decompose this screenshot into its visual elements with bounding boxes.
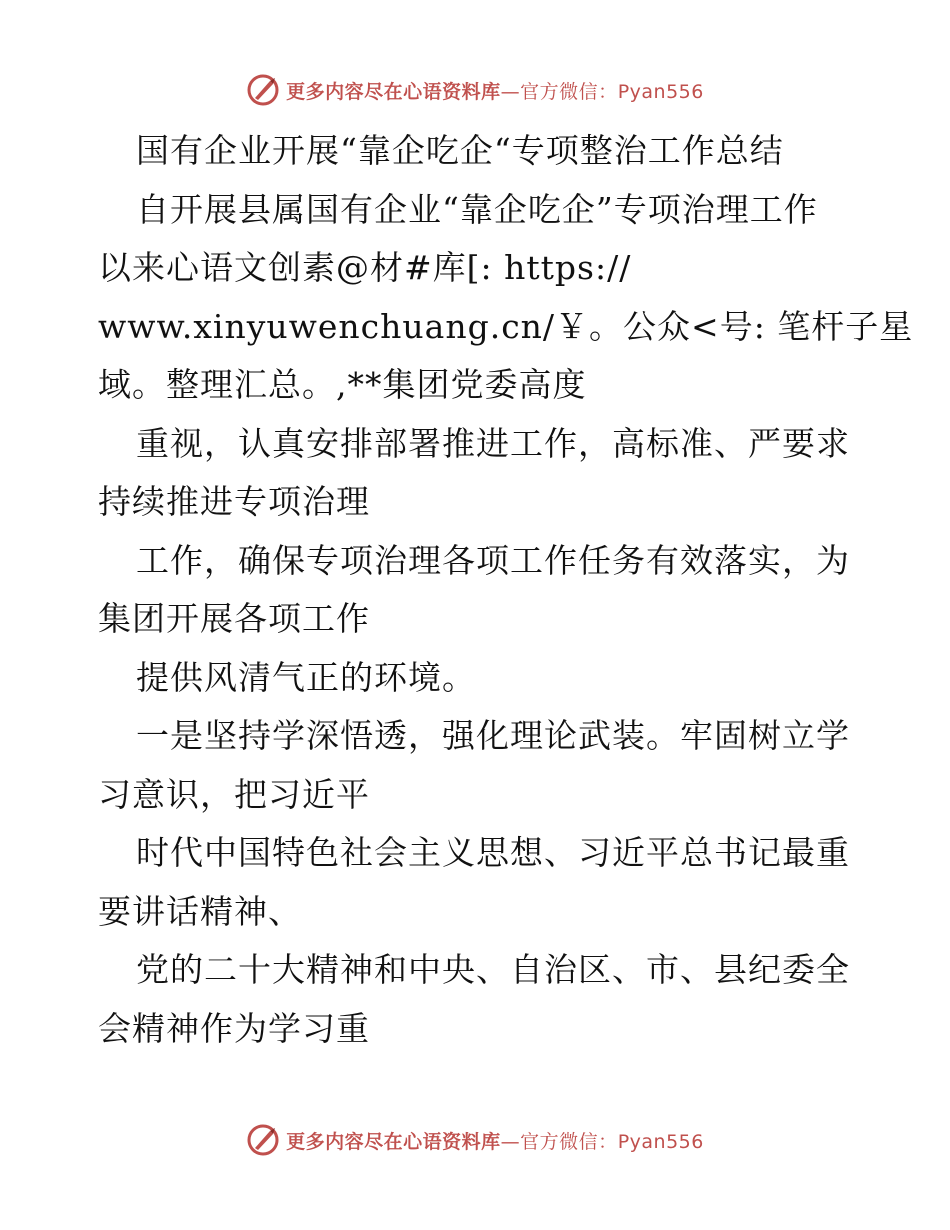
text-line: 习意识，把习近平	[98, 774, 370, 814]
text-line: 党的二十大精神和中央、自治区、市、县纪委全	[136, 950, 850, 989]
banner-title: 更多内容尽在心语资料库—官方微信：Pyan556	[286, 1130, 704, 1153]
text-line: 重视，认真安排部署推进工作，高标准、严要求	[136, 423, 850, 463]
text-line: 会精神作为学习重	[98, 1008, 370, 1048]
text-line: www.xinyuwenchuang.cn/￥。公众<号: 笔杆子星	[98, 306, 914, 346]
document-title: 国有企业开展“靠企吃企“专项整治工作总结	[136, 131, 784, 170]
footer-banner	[0, 1120, 950, 1160]
text-line: 提供风清气正的环境。	[136, 657, 476, 697]
document-body	[98, 122, 914, 1058]
text-line: 以来心语文创素@材#库[: https://	[98, 248, 632, 287]
text-line: 持续推进专项治理	[98, 482, 370, 521]
banner-title: 更多内容尽在心语资料库—官方微信：Pyan556	[286, 80, 704, 103]
quill-logo-icon	[246, 73, 280, 107]
text-line: 工作，确保专项治理各项工作任务有效落实，为	[136, 540, 850, 580]
header-banner	[0, 70, 950, 110]
text-line: 一是坚持学深悟透，强化理论武装。牢固树立学	[136, 716, 850, 755]
quill-logo-icon	[246, 1123, 280, 1157]
text-line: 集团开展各项工作	[98, 599, 370, 638]
text-line: 自开展县属国有企业“靠企吃企”专项治理工作	[136, 189, 818, 229]
text-line: 时代中国特色社会主义思想、习近平总书记最重	[136, 833, 850, 872]
text-line: 要讲话精神、	[98, 891, 302, 931]
text-line: 域。整理汇总。,**集团党委高度	[98, 365, 587, 404]
